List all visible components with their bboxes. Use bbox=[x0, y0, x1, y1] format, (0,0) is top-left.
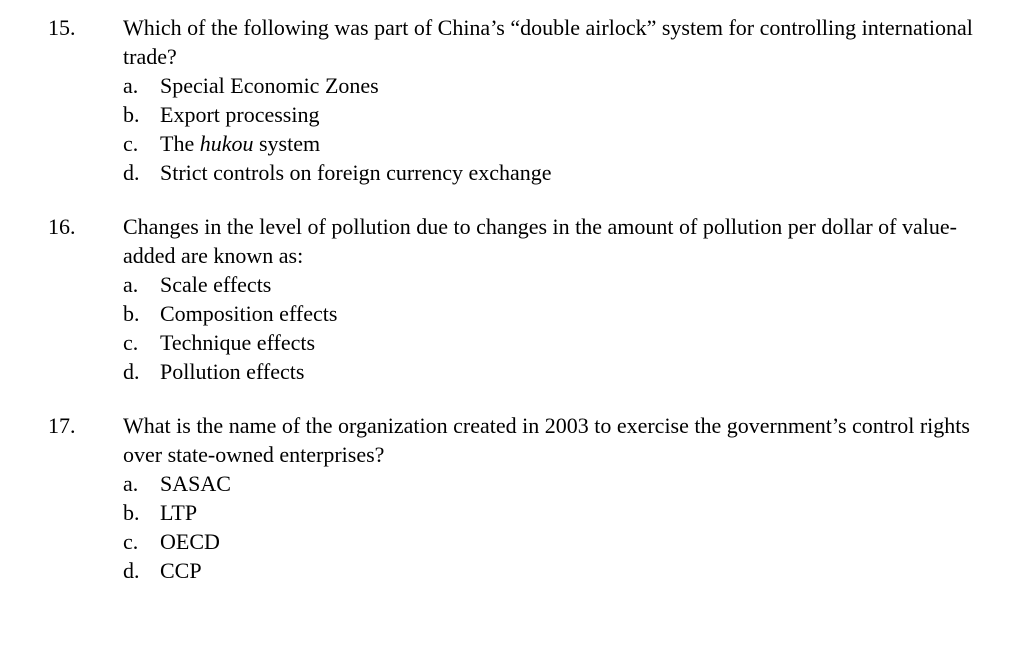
question-text: Which of the following was part of China’s “double airlock” system for controlling international trade? bbox=[123, 15, 973, 69]
option-text-italic: hukou bbox=[199, 131, 254, 156]
option-letter: b. bbox=[123, 301, 140, 326]
option-letter: a. bbox=[123, 471, 139, 496]
option-text: Scale effects bbox=[160, 272, 272, 297]
option-letter: a. bbox=[123, 272, 139, 297]
option-letter: b. bbox=[123, 102, 140, 127]
option-text: Pollution effects bbox=[160, 359, 305, 384]
option-text-after: system bbox=[253, 131, 321, 156]
option-letter: c. bbox=[123, 529, 139, 554]
option-letter: c. bbox=[123, 330, 139, 355]
option-letter: d. bbox=[123, 359, 140, 384]
option-text: Composition effects bbox=[160, 301, 338, 326]
question-number: 16. bbox=[48, 214, 76, 239]
option-letter: d. bbox=[123, 558, 140, 583]
question-text: What is the name of the organization created in 2003 to exercise the government’s control rights over state-owned enterprises? bbox=[123, 413, 970, 467]
option-text: SASAC bbox=[160, 471, 231, 496]
option-text bbox=[160, 129, 320, 158]
option-text-before: The bbox=[160, 131, 200, 156]
option-text: Technique effects bbox=[160, 330, 316, 355]
option-letter: a. bbox=[123, 73, 139, 98]
option-text: LTP bbox=[160, 500, 198, 525]
option-letter: c. bbox=[123, 131, 139, 156]
question-text: Changes in the level of pollution due to changes in the amount of pollution per dollar of value-added are known as: bbox=[123, 214, 957, 268]
option-text: CCP bbox=[160, 558, 202, 583]
option-letter: d. bbox=[123, 160, 140, 185]
option-text: Export processing bbox=[160, 102, 320, 127]
option-text: OECD bbox=[160, 529, 220, 554]
question-number: 17. bbox=[48, 413, 76, 438]
option-text: Strict controls on foreign currency exchange bbox=[160, 160, 552, 185]
option-text: Special Economic Zones bbox=[160, 73, 379, 98]
question-number: 15. bbox=[48, 15, 76, 40]
option-letter: b. bbox=[123, 500, 140, 525]
